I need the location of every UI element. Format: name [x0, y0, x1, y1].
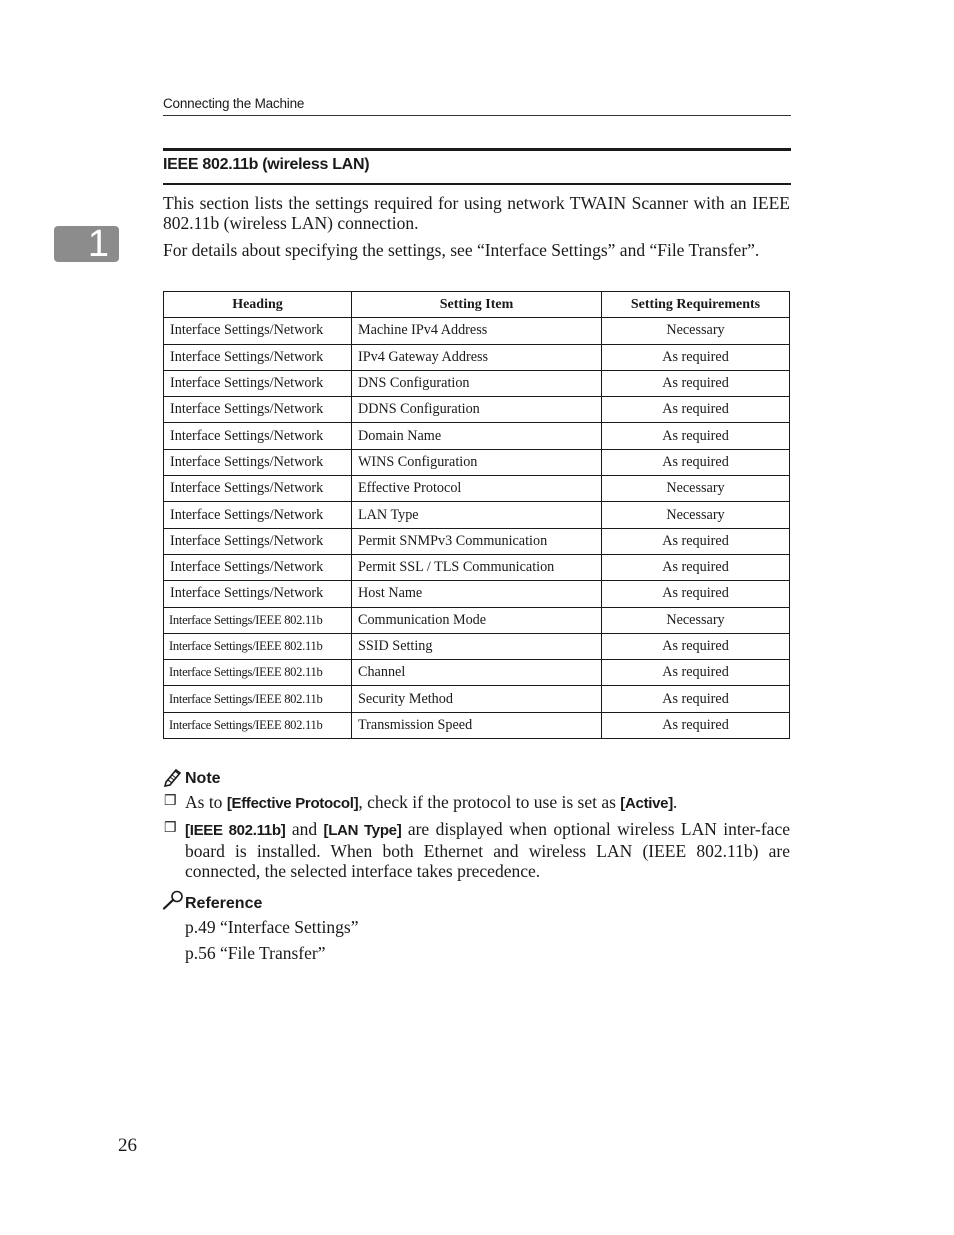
requirement-cell: Necessary — [602, 607, 790, 633]
setting-item-cell: LAN Type — [352, 502, 602, 528]
heading-cell: Interface Settings/Network — [164, 502, 352, 528]
pencil-icon — [163, 767, 183, 791]
column-header-setting-requirements: Setting Requirements — [602, 292, 790, 318]
requirement-cell: As required — [602, 554, 790, 580]
note-text-segment: are displayed when optional wireless LAN inter-face board is installed. When both Ethernet and wireless LAN (IEEE 802.11b) are connected, the selected interface takes precedence. — [185, 819, 790, 881]
checkbox-bullet-icon: ❒ — [164, 820, 177, 836]
table-row — [164, 633, 790, 659]
requirement-cell: As required — [602, 423, 790, 449]
heading-cell: Interface Settings/IEEE 802.11b — [164, 660, 352, 686]
heading-cell: Interface Settings/IEEE 802.11b — [164, 607, 352, 633]
section-rule-bottom — [163, 183, 791, 185]
table-row — [164, 423, 790, 449]
ieee-keyword: [IEEE 802.11b] — [185, 822, 286, 839]
setting-item-cell: Effective Protocol — [352, 476, 602, 502]
table-row — [164, 502, 790, 528]
setting-item-cell: Permit SNMPv3 Communication — [352, 528, 602, 554]
heading-cell: Interface Settings/Network — [164, 581, 352, 607]
note-text-segment: As to — [185, 792, 227, 812]
setting-item-cell: Transmission Speed — [352, 712, 602, 738]
heading-cell: Interface Settings/Network — [164, 318, 352, 344]
requirement-cell: As required — [602, 633, 790, 659]
intro-paragraph-2: For details about specifying the settings, see “Interface Settings” and “File Transfer”. — [163, 240, 760, 260]
heading-cell: Interface Settings/Network — [164, 423, 352, 449]
note-text-segment: and — [285, 819, 324, 839]
requirement-cell: Necessary — [602, 476, 790, 502]
active-keyword: [Active] — [620, 795, 673, 812]
table-row — [164, 397, 790, 423]
setting-item-cell: Host Name — [352, 581, 602, 607]
reference-link-interface-settings[interactable]: p.49 “Interface Settings” — [185, 917, 359, 937]
reference-heading: Reference — [185, 895, 263, 912]
settings-table — [163, 291, 790, 739]
table-row — [164, 318, 790, 344]
requirement-cell: As required — [602, 397, 790, 423]
lan-type-keyword: [LAN Type] — [323, 822, 402, 839]
table-header-row — [164, 292, 790, 318]
intro-paragraph-1: This section lists the settings required for using network TWAIN Scanner with an IEEE 802.11b (wireless LAN) connection. — [163, 193, 790, 233]
table-row — [164, 554, 790, 580]
note-item-1 — [185, 792, 790, 814]
setting-item-cell: Domain Name — [352, 423, 602, 449]
table-row — [164, 528, 790, 554]
requirement-cell: Necessary — [602, 318, 790, 344]
table-row — [164, 476, 790, 502]
table-row — [164, 712, 790, 738]
heading-cell: Interface Settings/Network — [164, 528, 352, 554]
heading-cell: Interface Settings/Network — [164, 397, 352, 423]
setting-item-cell: Communication Mode — [352, 607, 602, 633]
note-text-segment: , check if the protocol to use is set as — [358, 792, 621, 812]
table-row — [164, 581, 790, 607]
checkbox-bullet-icon: ❒ — [164, 793, 177, 809]
heading-cell: Interface Settings/IEEE 802.11b — [164, 712, 352, 738]
requirement-cell: As required — [602, 344, 790, 370]
note-heading: Note — [185, 770, 221, 787]
column-header-heading: Heading — [164, 292, 352, 318]
heading-cell: Interface Settings/IEEE 802.11b — [164, 633, 352, 659]
page-number: 26 — [118, 1135, 137, 1156]
requirement-cell: As required — [602, 449, 790, 475]
requirement-cell: As required — [602, 370, 790, 396]
setting-item-cell: SSID Setting — [352, 633, 602, 659]
heading-cell: Interface Settings/Network — [164, 370, 352, 396]
requirement-cell: As required — [602, 528, 790, 554]
chapter-number: 1 — [87, 223, 109, 265]
setting-item-cell: IPv4 Gateway Address — [352, 344, 602, 370]
column-header-setting-item: Setting Item — [352, 292, 602, 318]
note-item-2 — [185, 819, 790, 881]
heading-cell: Interface Settings/Network — [164, 554, 352, 580]
table-row — [164, 686, 790, 712]
setting-item-cell: Permit SSL / TLS Communication — [352, 554, 602, 580]
heading-cell: Interface Settings/Network — [164, 344, 352, 370]
setting-item-cell: WINS Configuration — [352, 449, 602, 475]
table-row — [164, 607, 790, 633]
heading-cell: Interface Settings/IEEE 802.11b — [164, 686, 352, 712]
heading-cell: Interface Settings/Network — [164, 476, 352, 502]
table-row — [164, 660, 790, 686]
setting-item-cell: DDNS Configuration — [352, 397, 602, 423]
header-rule — [163, 115, 791, 116]
reference-link-file-transfer[interactable]: p.56 “File Transfer” — [185, 943, 326, 963]
magnifier-icon — [162, 890, 184, 914]
setting-item-cell: Channel — [352, 660, 602, 686]
effective-protocol-keyword: [Effective Protocol] — [226, 795, 359, 812]
chapter-tab — [54, 223, 119, 265]
section-title: IEEE 802.11b (wireless LAN) — [163, 156, 370, 173]
requirement-cell: As required — [602, 581, 790, 607]
note-text-segment: . — [672, 792, 678, 812]
setting-item-cell: DNS Configuration — [352, 370, 602, 396]
requirement-cell: Necessary — [602, 502, 790, 528]
section-rule-top — [163, 148, 791, 151]
requirement-cell: As required — [602, 660, 790, 686]
setting-item-cell: Machine IPv4 Address — [352, 318, 602, 344]
requirement-cell: As required — [602, 712, 790, 738]
requirement-cell: As required — [602, 686, 790, 712]
table-row — [164, 370, 790, 396]
running-header: Connecting the Machine — [163, 96, 305, 111]
setting-item-cell: Security Method — [352, 686, 602, 712]
table-row — [164, 344, 790, 370]
table-row — [164, 449, 790, 475]
heading-cell: Interface Settings/Network — [164, 449, 352, 475]
